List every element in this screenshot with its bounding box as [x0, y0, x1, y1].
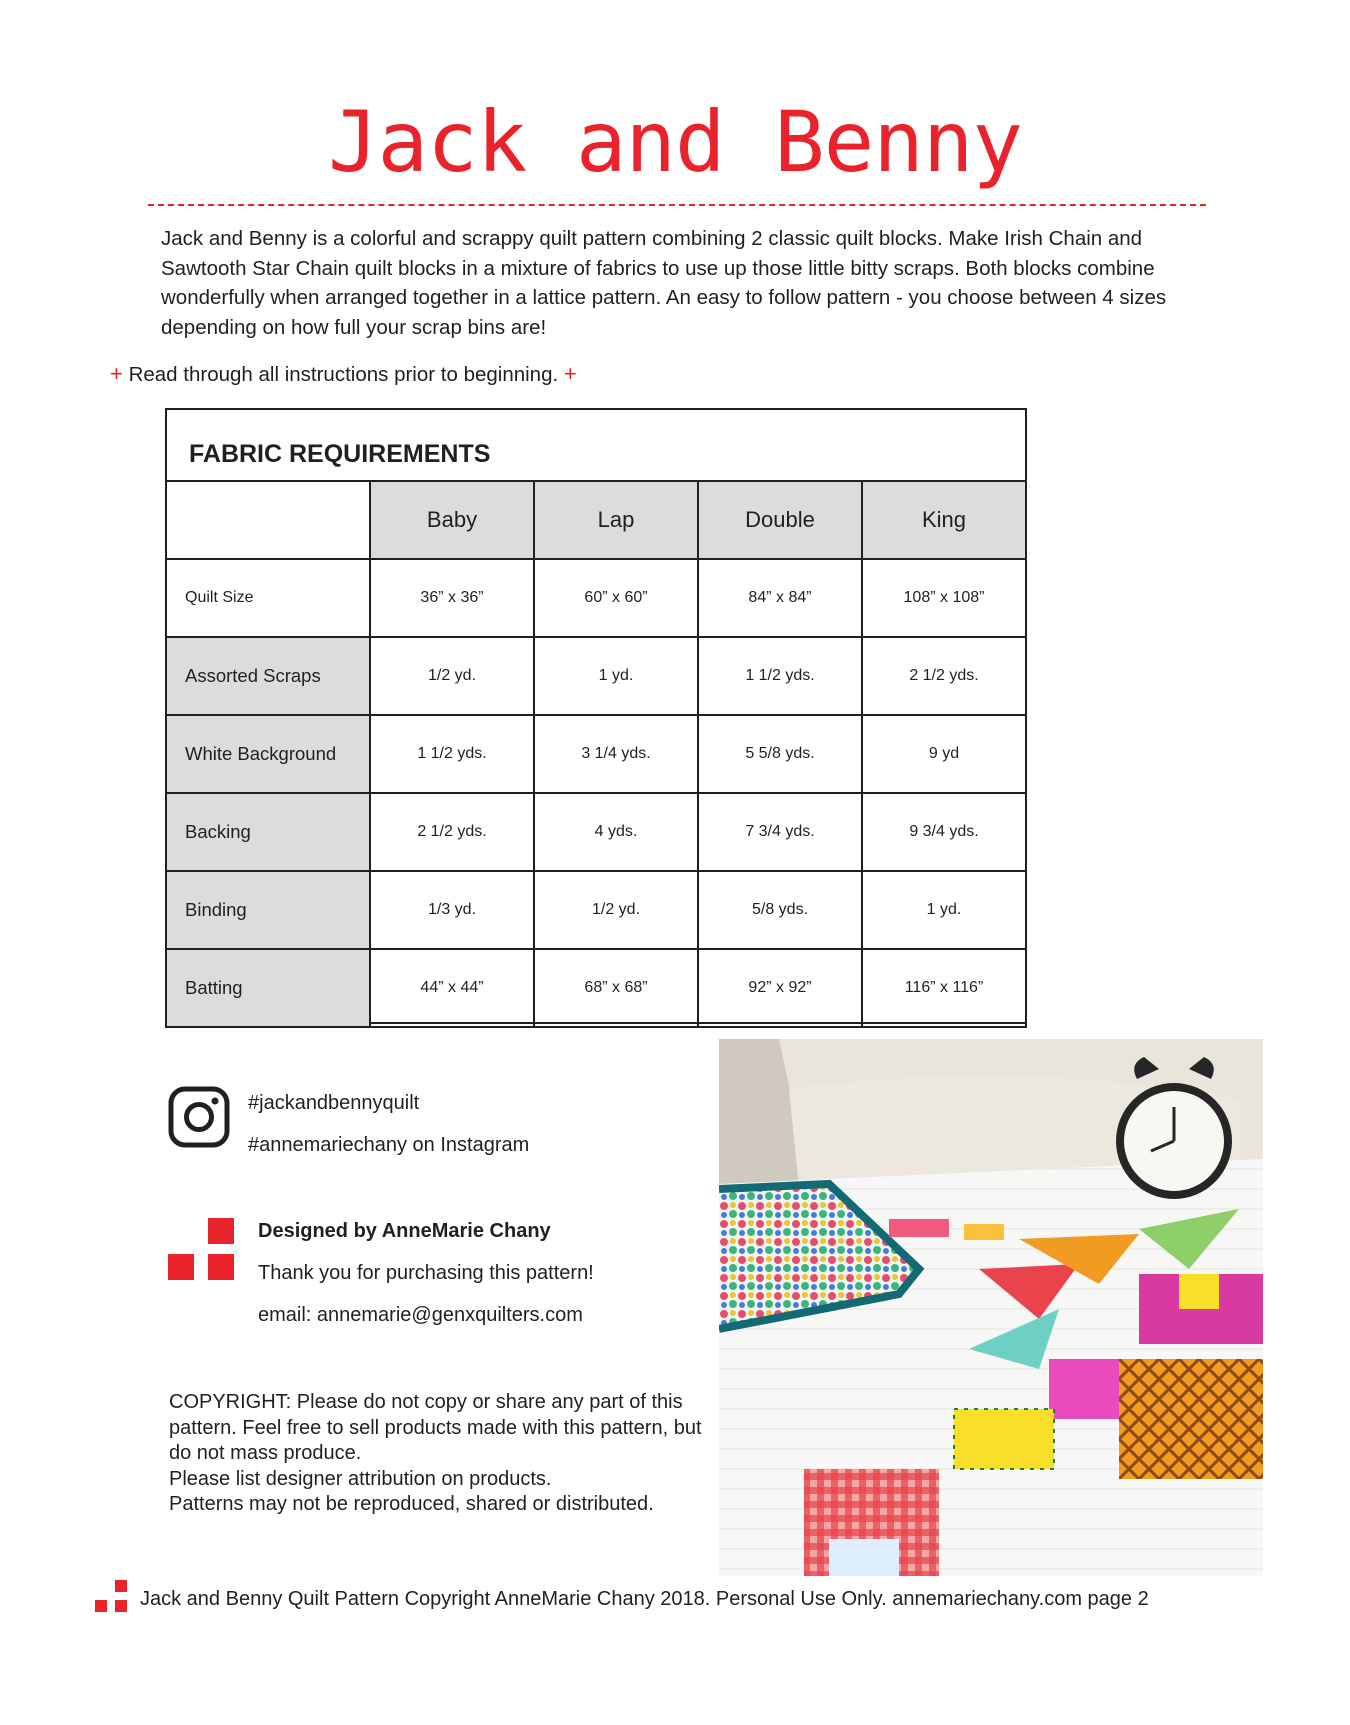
copyright-notice	[169, 1390, 729, 1518]
row-label: Backing	[166, 793, 370, 871]
table-cell: 1 1/2 yds.	[698, 637, 862, 715]
table-cell: 1/2 yd.	[370, 637, 534, 715]
instruction-note	[110, 361, 577, 387]
table-row	[166, 559, 1026, 637]
footer-text: Jack and Benny Quilt Pattern Copyright AnneMarie Chany 2018. Personal Use Only. annemariechany.com page 2	[140, 1588, 1149, 1610]
table-cell: 4 yds.	[534, 793, 698, 871]
table-row	[166, 715, 1026, 793]
table-cell: 108” x 108”	[862, 559, 1026, 637]
table-cell: 44” x 44”	[370, 949, 534, 1027]
table-cell: 92” x 92”	[698, 949, 862, 1027]
table-cell: 1/2 yd.	[534, 871, 698, 949]
fabric-requirements-card	[165, 408, 1027, 1024]
table-cell: 9 yd	[862, 715, 1026, 793]
instagram-icon	[168, 1086, 230, 1148]
copyright-line: Please list designer attribution on products.	[169, 1467, 552, 1490]
table-row	[166, 637, 1026, 715]
table-cell: 1 yd.	[862, 871, 1026, 949]
fabric-requirements-title: FABRIC REQUIREMENTS	[189, 440, 491, 468]
header-corner-cell	[166, 481, 370, 559]
quilt-photo	[719, 1039, 1263, 1576]
social-text	[248, 1082, 529, 1166]
table-row	[166, 871, 1026, 949]
title-divider	[148, 204, 1206, 206]
table-cell: 116” x 116”	[862, 949, 1026, 1027]
row-label: Assorted Scraps	[166, 637, 370, 715]
fabric-requirements-table	[165, 480, 1027, 1028]
instruction-note-text: Read through all instructions prior to beginning.	[128, 363, 559, 386]
copyright-line: Patterns may not be reproduced, shared or distributed.	[169, 1493, 654, 1515]
column-header: King	[862, 481, 1026, 559]
thank-you-text: Thank you for purchasing this pattern!	[258, 1262, 594, 1284]
column-header: Baby	[370, 481, 534, 559]
table-row	[166, 793, 1026, 871]
row-label: White Background	[166, 715, 370, 793]
email-text: email: annemarie@genxquilters.com	[258, 1304, 583, 1326]
table-cell: 84” x 84”	[698, 559, 862, 637]
table-cell: 1 1/2 yds.	[370, 715, 534, 793]
table-cell: 1 yd.	[534, 637, 698, 715]
table-cell: 60” x 60”	[534, 559, 698, 637]
table-row	[166, 949, 1026, 1027]
intro-paragraph: Jack and Benny is a colorful and scrappy quilt pattern combining 2 classic quilt blocks. Make Irish Chain and Sawtooth Star Chain quilt blocks in a mixture of fabrics to use up those little bitty scraps. Both blocks combine wonderfully when arranged together in a lattice pattern. An easy to follow pattern - you choose between 4 sizes depending on how full your scrap bins are!	[161, 227, 1167, 339]
designer-name: Designed by AnneMarie Chany	[258, 1220, 551, 1242]
brand-logo	[168, 1218, 236, 1286]
copyright-line: COPYRIGHT: Please do not copy or share any part of this pattern. Feel free to sell products made with this pattern, but do not mass produce.	[169, 1391, 702, 1464]
designer-text	[258, 1210, 594, 1336]
column-header: Double	[698, 481, 862, 559]
table-cell: 5 5/8 yds.	[698, 715, 862, 793]
table-cell: 5/8 yds.	[698, 871, 862, 949]
table-cell: 3 1/4 yds.	[534, 715, 698, 793]
table-cell: 2 1/2 yds.	[370, 793, 534, 871]
page-title: Jack and Benny	[327, 93, 1022, 191]
hashtag-text: #jackandbennyquilt	[248, 1092, 420, 1114]
plus-marker-right: +	[563, 361, 577, 386]
table-cell: 9 3/4 yds.	[862, 793, 1026, 871]
footer-brand-logo	[95, 1580, 131, 1616]
row-label: Quilt Size	[166, 559, 370, 637]
plus-marker-left: +	[110, 361, 123, 386]
row-label: Batting	[166, 949, 370, 1027]
table-cell: 2 1/2 yds.	[862, 637, 1026, 715]
column-header: Lap	[534, 481, 698, 559]
table-cell: 68” x 68”	[534, 949, 698, 1027]
table-cell: 36” x 36”	[370, 559, 534, 637]
row-label: Binding	[166, 871, 370, 949]
table-cell: 1/3 yd.	[370, 871, 534, 949]
table-header-row	[166, 481, 1026, 559]
table-cell: 7 3/4 yds.	[698, 793, 862, 871]
instagram-handle-text: #annemariechany on Instagram	[248, 1134, 530, 1156]
